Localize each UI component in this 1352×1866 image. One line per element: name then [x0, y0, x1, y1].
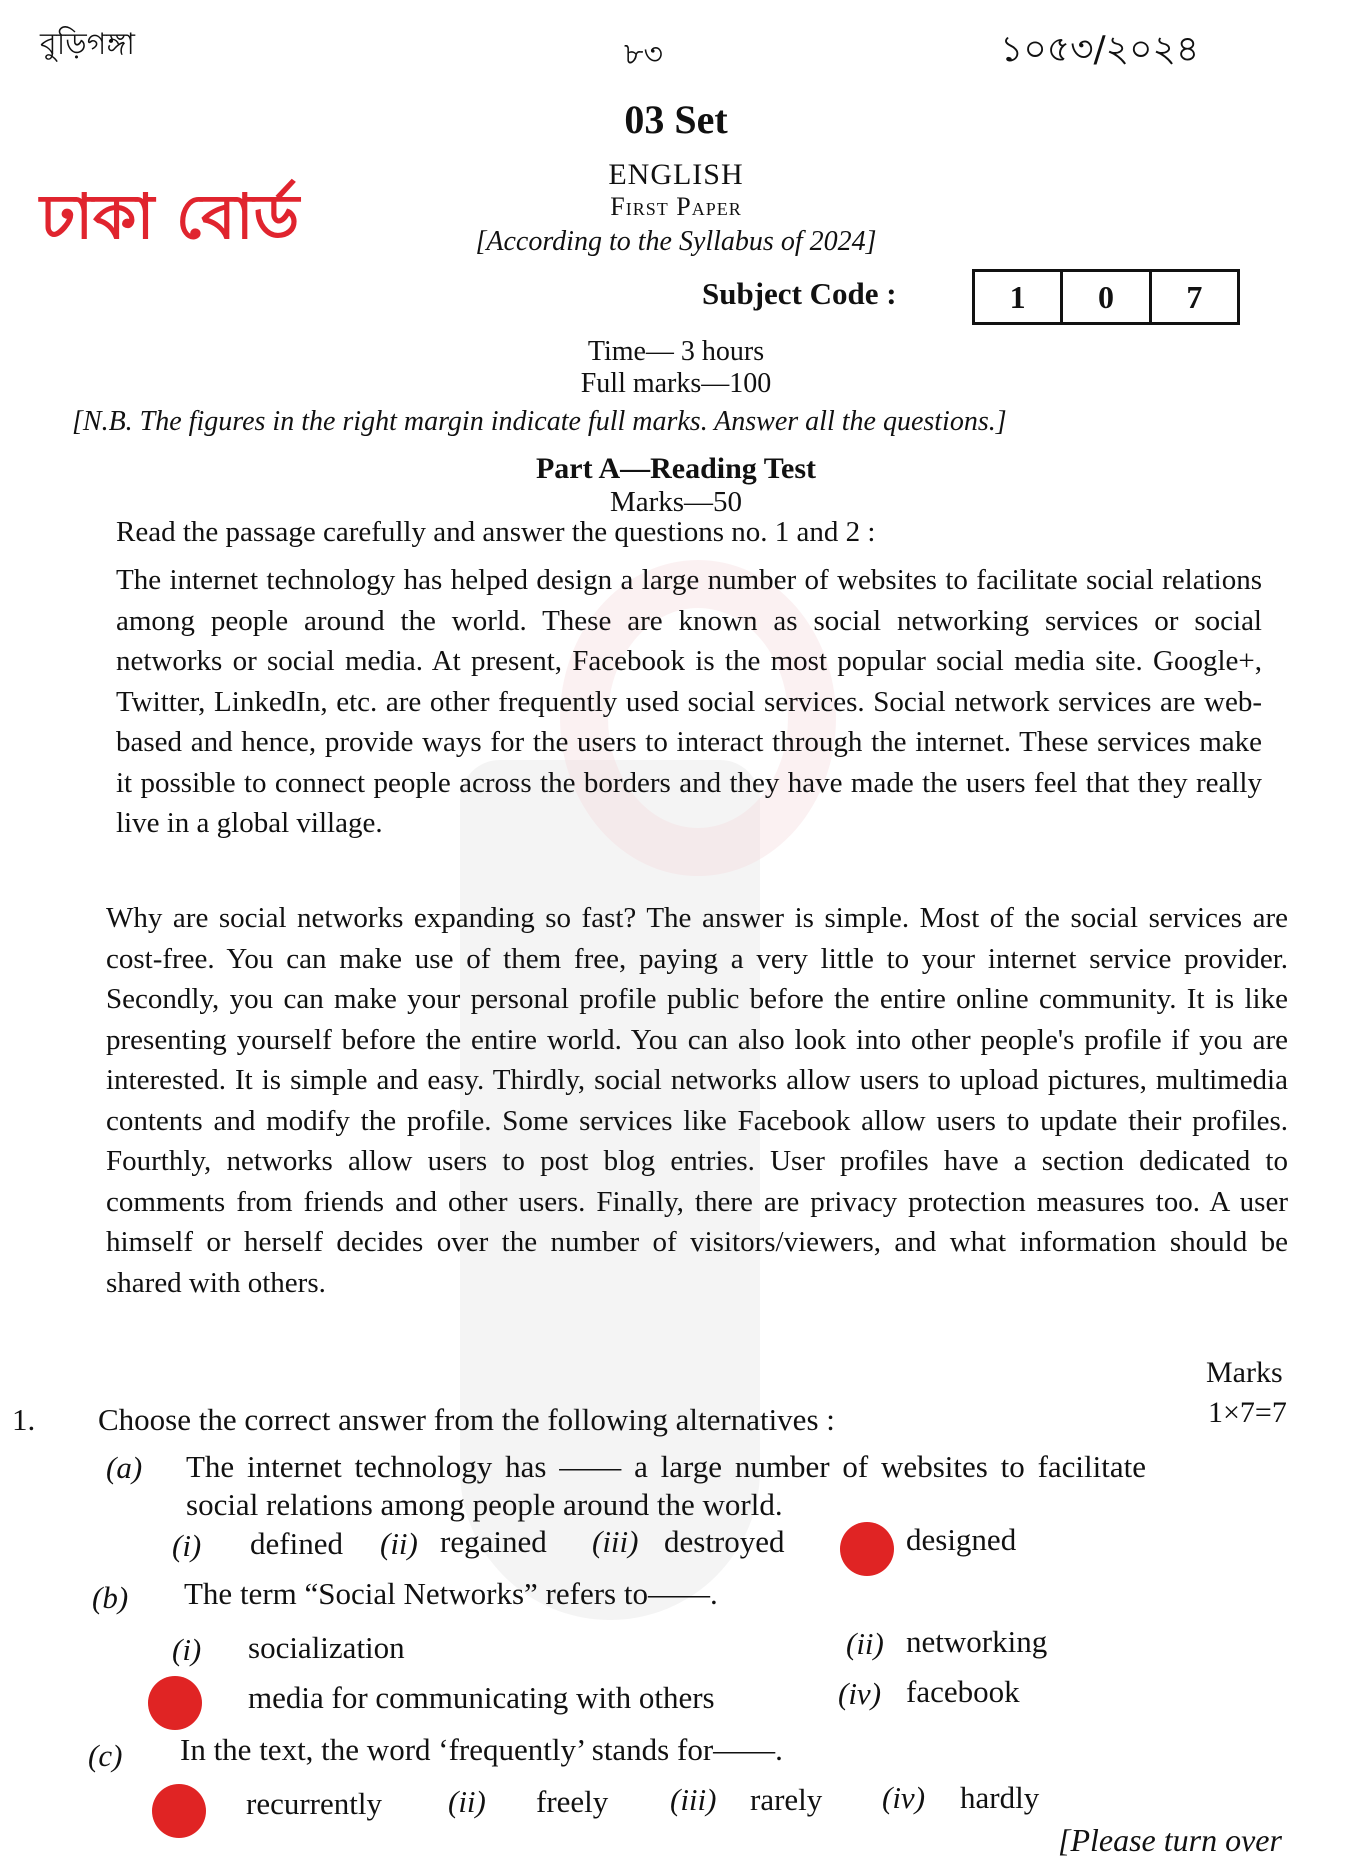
instruction-note: [N.B. The figures in the right margin indicate full marks. Answer all the questions.] — [72, 406, 1007, 437]
option-text: facebook — [906, 1674, 1020, 1709]
subject-code-digit: 0 — [1063, 272, 1151, 322]
turn-over-note: [Please turn over — [1058, 1822, 1282, 1858]
header-left-label: বুড়িগঙ্গা — [40, 27, 135, 62]
option-number: (iii) — [592, 1524, 639, 1559]
subquestion-label: (a) — [106, 1450, 143, 1485]
option-text-correct: media for communicating with others — [248, 1680, 715, 1715]
option-text: rarely — [750, 1782, 823, 1817]
marks-value: 1×7=7 — [1208, 1396, 1287, 1429]
option-text: networking — [906, 1624, 1048, 1659]
subject-code-label: Subject Code : — [702, 276, 897, 311]
option-number: (iv) — [838, 1676, 882, 1711]
selected-answer-marker — [152, 1784, 206, 1838]
subquestion-label: (c) — [88, 1738, 123, 1773]
subquestion-label: (b) — [92, 1580, 129, 1615]
option-number: (iii) — [670, 1782, 717, 1817]
paper-name: First Paper — [610, 192, 742, 221]
selected-answer-marker — [840, 1522, 894, 1576]
part-title: Part A—Reading Test — [535, 452, 817, 485]
option-number: (ii) — [380, 1526, 418, 1561]
subquestion-c-text: In the text, the word ‘frequently’ stands for——. — [180, 1732, 783, 1767]
board-name: ঢাকা বোর্ড — [40, 180, 300, 253]
subject-code-digit: 7 — [1186, 279, 1203, 315]
part-marks: Marks—50 — [609, 486, 743, 518]
question-number: 1. — [12, 1402, 36, 1437]
option-text: destroyed — [664, 1524, 785, 1559]
subquestion-a-text: The internet technology has —— a large number of websites to facilitate social relations among people around the world. — [186, 1449, 1146, 1522]
set-title: 03 Set — [624, 97, 728, 142]
option-text: regained — [440, 1524, 547, 1559]
passage-paragraph-1: The internet technology has helped design a large number of websites to facilitate social relations among people around the world. These are known as social networking services or social networks or social media. At present, Facebook is the most popular social media site. Google+, Twitter, LinkedIn, etc. are other frequently used social services. Social network services are web-based and hence, provide ways for the users to interact through the internet. These services make it possible to connect people across the borders and they have made the users feel that they really live in a global village. — [116, 564, 1262, 839]
exam-serial: ১০৫৩/২০২৪ — [1000, 29, 1200, 70]
option-text: hardly — [960, 1780, 1040, 1815]
option-text: defined — [250, 1526, 343, 1561]
option-number: (ii) — [846, 1626, 884, 1661]
exam-full-marks: Full marks—100 — [580, 368, 772, 399]
syllabus-note: [According to the Syllabus of 2024] — [475, 226, 877, 257]
option-text-correct: designed — [906, 1522, 1017, 1557]
option-number: (iv) — [882, 1780, 926, 1815]
exam-time: Time— 3 hours — [587, 336, 765, 367]
subject-code-digit: 1 — [975, 272, 1063, 322]
page-number: ৮৩ — [624, 37, 663, 72]
passage-instruction: Read the passage carefully and answer the questions no. 1 and 2 : — [116, 516, 876, 548]
marks-label: Marks — [1206, 1356, 1283, 1389]
passage-paragraph-2: Why are social networks expanding so fast? The answer is simple. Most of the social services are cost-free. You can make use of them free, paying a very little to your internet service provider. Secondly, you can make your personal profile public before the entire online community. It is like presenting yourself before the entire world. You can also look into other people's profile if you are interested. It is simple and easy. Thirdly, social networks allow users to upload pictures, multimedia contents and modify the profile. Some services like Facebook allow users to update their profiles. Fourthly, networks allow users to post blog entries. User profiles have a section dedicated to comments from friends and other users. Finally, there are privacy protection measures too. A user himself or herself decides over the number of visitors/viewers, and what information should be shared with others. — [106, 902, 1288, 1299]
subject-name: ENGLISH — [608, 158, 744, 191]
selected-answer-marker — [148, 1676, 202, 1730]
subquestion-b-text: The term “Social Networks” refers to——. — [184, 1576, 718, 1611]
subject-code-box — [972, 269, 1240, 325]
option-number: (i) — [172, 1528, 202, 1563]
option-number: (i) — [172, 1632, 202, 1667]
option-text: socialization — [248, 1630, 405, 1665]
option-number: (ii) — [448, 1784, 486, 1819]
question-prompt: Choose the correct answer from the following alternatives : — [98, 1402, 835, 1437]
option-text: freely — [536, 1784, 609, 1819]
option-text-correct: recurrently — [246, 1786, 382, 1821]
